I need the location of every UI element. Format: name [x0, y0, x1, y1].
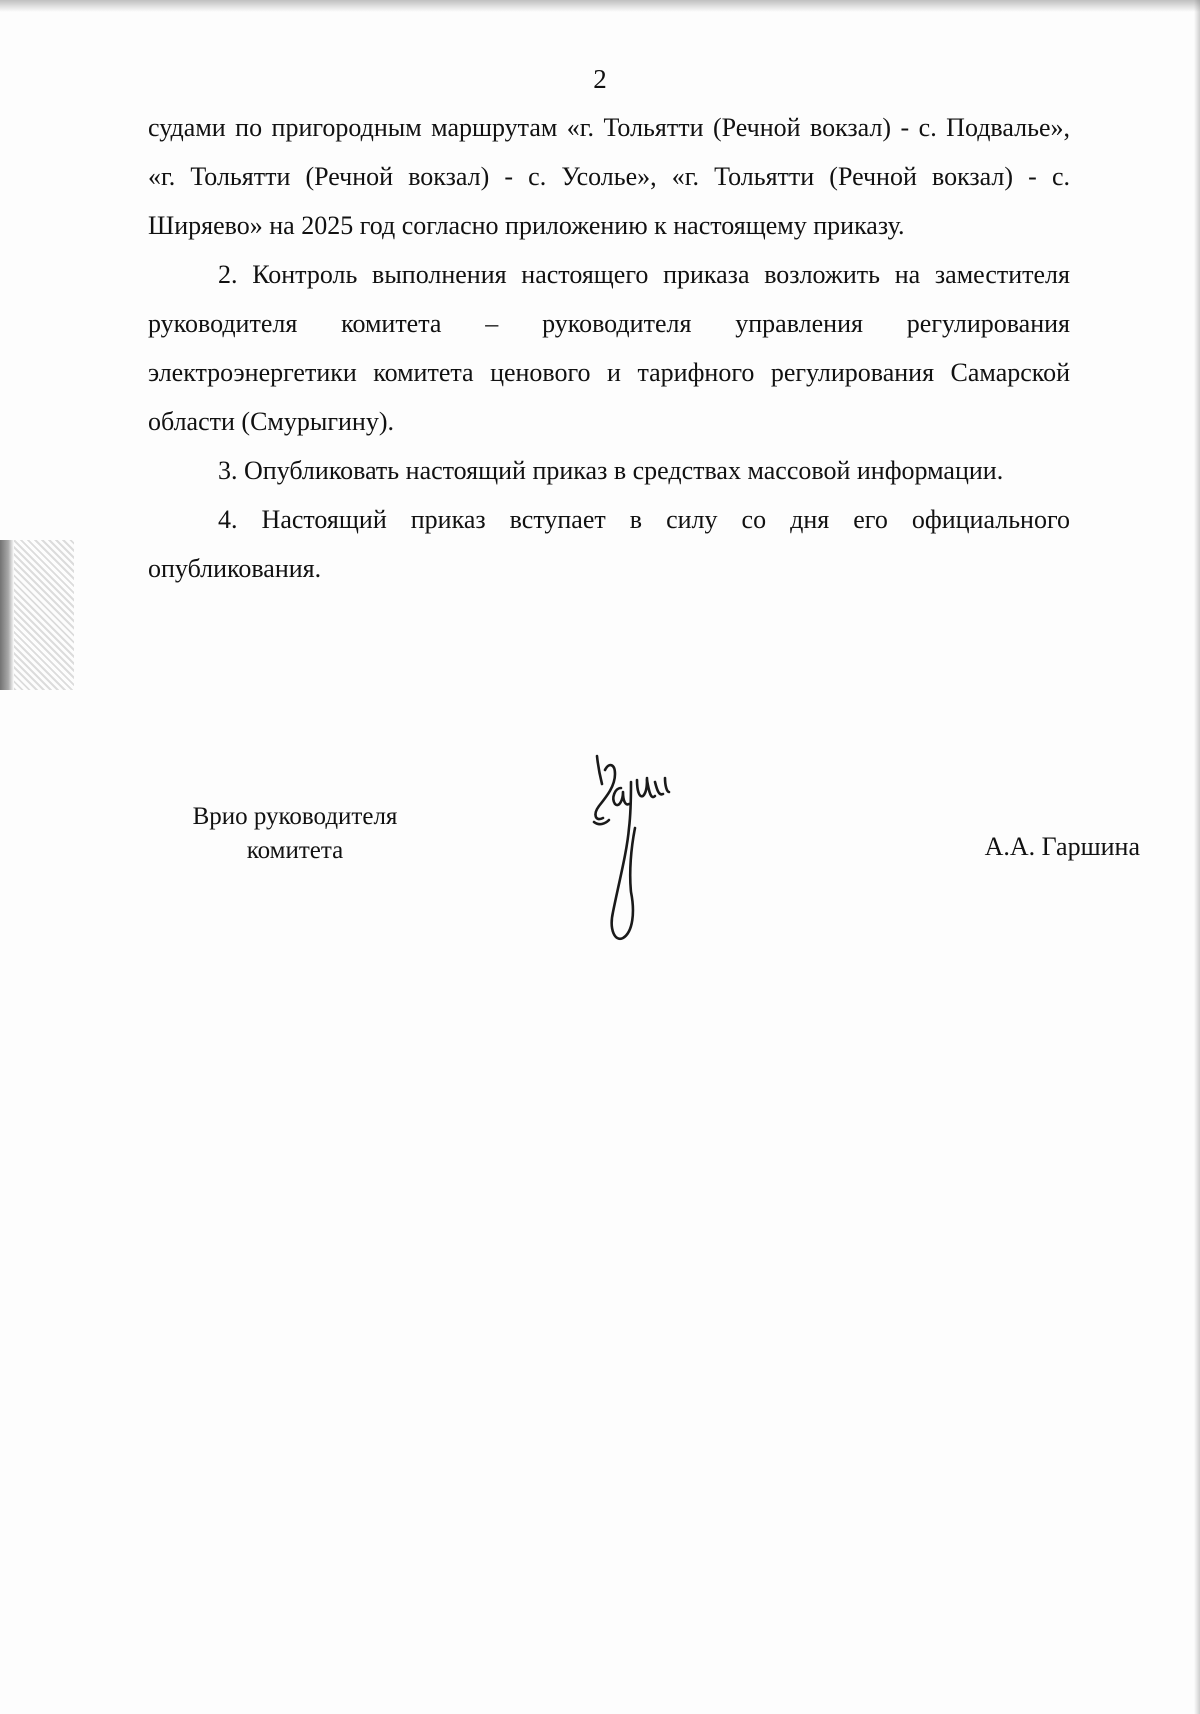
page-number: 2 [593, 64, 607, 94]
signatory-name: А.А. Гаршина [984, 832, 1140, 861]
paragraph-continuation: судами по пригородным маршрутам «г. Тольятти (Речной вокзал) - с. Подвалье», «г. Тольятти (Речной вокзал) - с. Усолье», «г. Тольятти (Речной вокзал) - с. Ширяево» на 2025 год согласно приложению к настоящему приказу. [148, 113, 1070, 240]
signatory-position-line-1: Врио руководителя [192, 803, 398, 830]
scan-noise-left [14, 540, 74, 690]
scan-shadow-right [1194, 0, 1200, 1714]
document-body [148, 103, 1070, 593]
paragraph-item-4: 4. Настоящий приказ вступает в силу со дня его официального опубликования. [148, 505, 1070, 583]
signatory-position [150, 800, 440, 868]
scan-shadow-left [0, 540, 14, 690]
paragraph-item-3: 3. Опубликовать настоящий приказ в средствах массовой информации. [218, 456, 1004, 485]
signatory-position-line-2: комитета [246, 837, 344, 864]
scan-shadow-top [0, 0, 1200, 12]
paragraph-item-2: 2. Контроль выполнения настоящего приказа возложить на заместителя руководителя комитета – руководителя управления регулирования электроэнергетики комитета ценового и тарифного регулирования Самарской области (Смурыгину). [148, 260, 1070, 436]
handwritten-signature [585, 752, 685, 944]
